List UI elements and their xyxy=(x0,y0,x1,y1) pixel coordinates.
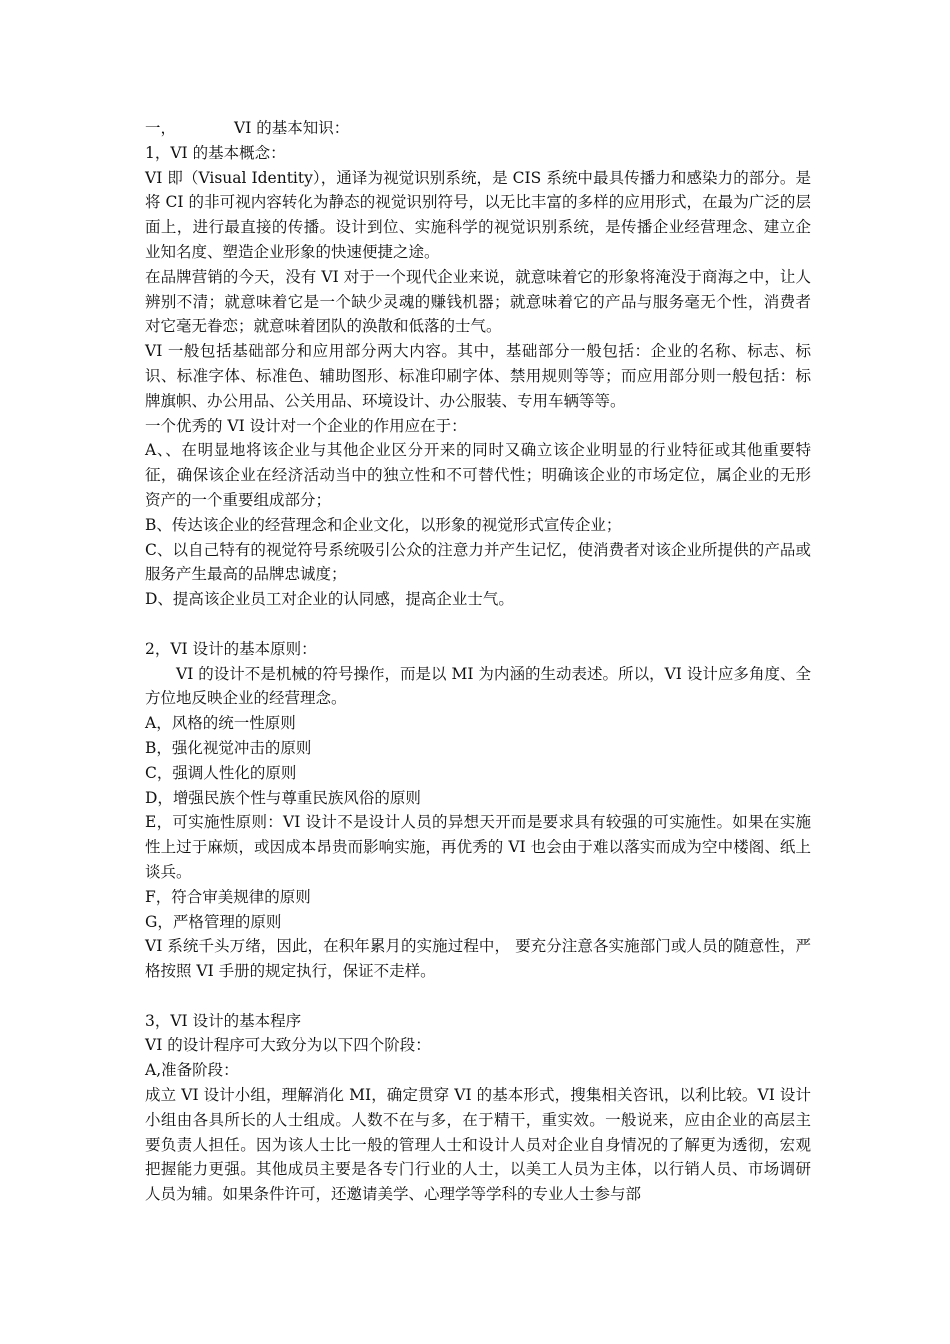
section-2-item-b: B，强化视觉冲击的原则 xyxy=(145,738,312,757)
section-1-item-a: A、、在明显地将该企业与其他企业区分开来的同时又确立该企业明显的行业特征或其他重要特征，确保该企业在经济活动当中的独立性和不可替代性；明确该企业的市场定位，属企业的无形资产的一个重要组成部分； xyxy=(145,441,811,509)
section-2-closing: VI 系统千头万绪，因此，在积年累月的实施过程中， 要充分注意各实施部门或人员的随意性，严格按照 VI 手册的规定执行，保证不走样。 xyxy=(145,937,811,981)
document-title xyxy=(145,116,811,141)
section-3-intro: VI 的设计程序可大致分为以下四个阶段： xyxy=(145,1036,431,1055)
document-page xyxy=(145,116,811,1207)
section-2-item-a: A，风格的统一性原则 xyxy=(145,714,296,733)
section-2-heading: 2，VI 设计的基本原则： xyxy=(145,639,317,658)
section-2-item-f: F，符合审美规律的原则 xyxy=(145,887,311,906)
section-3-heading: 3，VI 设计的基本程序 xyxy=(145,1011,302,1030)
title-text: VI 的基本知识： xyxy=(234,119,350,137)
section-2-item-e: E，可实施性原则：VI 设计不是设计人员的异想天开而是要求具有较强的可实施性。如果在实施性上过于麻烦，或因成本昂贵而影响实施，再优秀的 VI 也会由于难以落实而成为空中楼阁、纸上谈兵。 xyxy=(145,813,811,881)
section-2-item-d: D，增强民族个性与尊重民族风俗的原则 xyxy=(145,788,421,807)
section-1-heading: 1，VI 的基本概念： xyxy=(145,143,286,162)
section-1-paragraph-2: 在品牌营销的今天，没有 VI 对于一个现代企业来说，就意味着它的形象将淹没于商海之中，让人辨别不清；就意味着它是一个缺少灵魂的赚钱机器；就意味着它的产品与服务毫无个性，消费者对它毫无眷恋；就意味着团队的涣散和低落的士气。 xyxy=(145,267,811,336)
section-1-paragraph-3: VI 一般包括基础部分和应用部分两大内容。其中，基础部分一般包括：企业的名称、标志、标识、标准字体、标准色、辅助图形、标准印刷字体、禁用规则等等；而应用部分则一般包括：标牌旗帜、办公用品、公关用品、环境设计、办公服装、专用车辆等等。 xyxy=(145,342,811,410)
section-3-paragraph-1: 成立 VI 设计小组，理解消化 MI，确定贯穿 VI 的基本形式，搜集相关咨讯，以利比较。VI 设计小组由各具所长的人士组成。人数不在与多，在于精干，重实效。一般说来，应由企业的高层主要负责人担任。因为该人士比一般的管理人士和设计人员对企业自身情况的了解更为透彻，宏观把握能力更强。其他成员主要是各专门行业的人士，以美工人员为主体，以行销人员、市场调研人员为辅。如果条件许可，还邀请美学、心理学等学科的专业人士参与部 xyxy=(145,1086,811,1204)
section-2-item-c: C，强调人性化的原则 xyxy=(145,763,297,782)
section-2-item-g: G，严格管理的原则 xyxy=(145,912,282,931)
paragraph-spacer xyxy=(145,984,811,1009)
section-1-item-b: B、传达该企业的经营理念和企业文化，以形象的视觉形式宣传企业； xyxy=(145,515,622,534)
paragraph-spacer xyxy=(145,612,811,637)
section-1-paragraph-1: VI 即（Visual Identity），通译为视觉识别系统，是 CIS 系统中最具传播力和感染力的部分。是将 CI 的非可视内容转化为静态的视觉识别符号，以无比丰富的多样的应用形式，在最为广泛的层面上，进行最直接的传播。设计到位、实施科学的视觉识别系统，是传播企业经营理念、建立企业知名度、塑造企业形象的快速便捷之途。 xyxy=(145,168,811,261)
section-2-intro: VI 的设计不是机械的符号操作，而是以 MI 为内涵的生动表述。所以，VI 设计应多角度、全方位地反映企业的经营理念。 xyxy=(145,664,811,708)
section-1-item-c: C、以自己特有的视觉符号系统吸引公众的注意力并产生记忆，使消费者对该企业所提供的产品或服务产生最高的品牌忠诚度； xyxy=(145,540,811,584)
section-3-stage-a: A,准备阶段： xyxy=(145,1061,239,1080)
title-number: 一， xyxy=(145,119,177,137)
section-1-paragraph-4: 一个优秀的 VI 设计对一个企业的作用应在于： xyxy=(145,416,467,435)
section-1-item-d: D、提高该企业员工对企业的认同感，提高企业士气。 xyxy=(145,590,514,609)
